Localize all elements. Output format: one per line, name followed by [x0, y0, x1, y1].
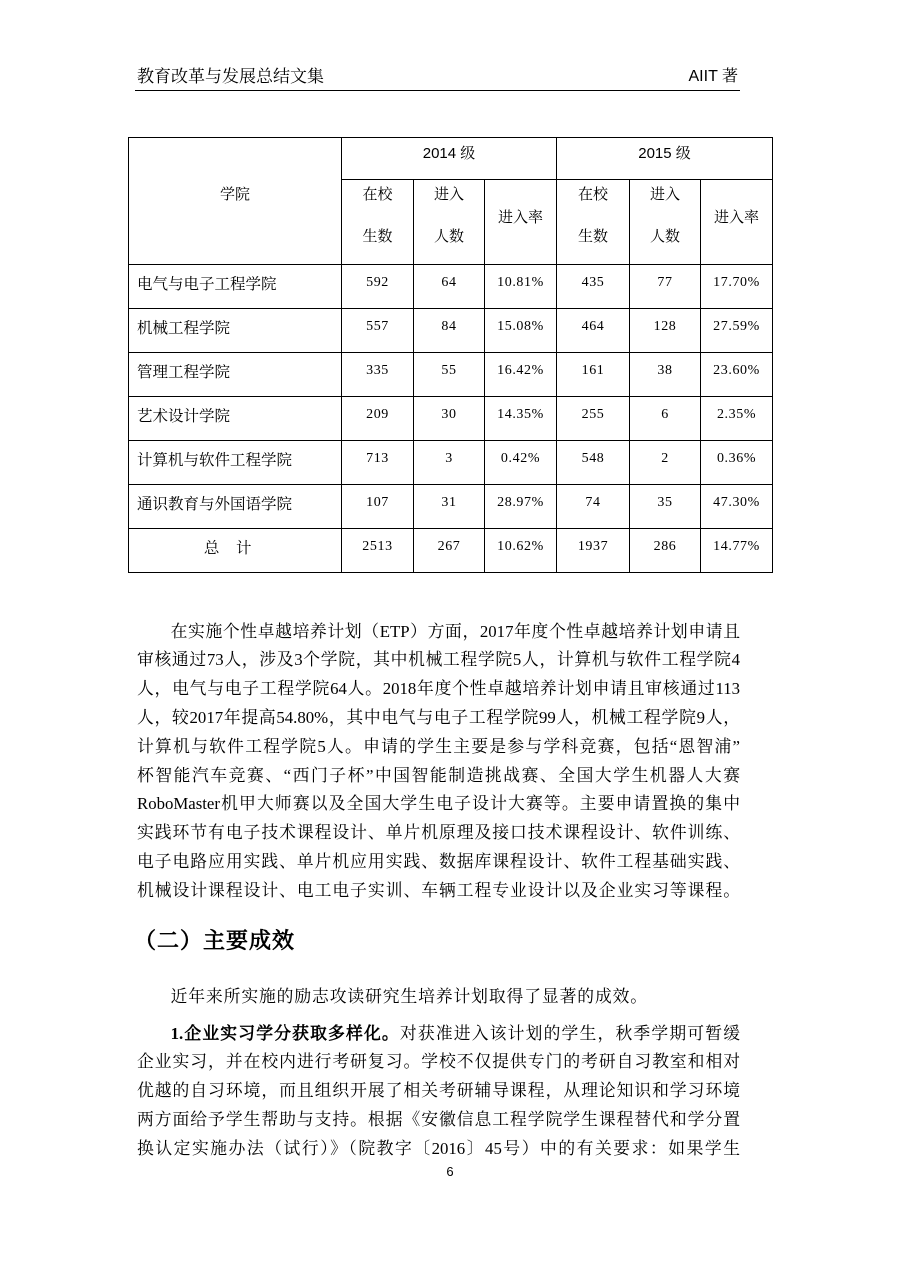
rate-2014: 16.42%: [485, 353, 557, 397]
enrolled-header-line2: 生数: [578, 228, 609, 245]
paragraph-line: [137, 1020, 740, 1049]
enrolled-2014: 209: [342, 397, 414, 441]
paragraph-line: 人，电气与电子工程学院64人。2018年度个性卓越培养计划申请且审核通过113: [137, 679, 740, 699]
table-row: [129, 265, 773, 309]
college-name: 艺术设计学院: [129, 397, 342, 441]
college-name: 管理工程学院: [129, 353, 342, 397]
page-number: 6: [446, 1164, 454, 1179]
rate-2014: 10.81%: [485, 265, 557, 309]
running-header-title: 教育改革与发展总结文集: [137, 67, 324, 86]
table-row: [129, 397, 773, 441]
total-entered-2015: 286: [630, 529, 701, 573]
table-row: [129, 309, 773, 353]
paragraph-line: 机械设计课程设计、电工电子实训、车辆工程专业设计以及企业实习等课程。: [137, 880, 740, 900]
entered-2014: 84: [414, 309, 485, 353]
enrolled-2014: 335: [342, 353, 414, 397]
item-1-paragraph: [137, 1020, 740, 1164]
rate-2015: 23.60%: [701, 353, 773, 397]
table-row: [129, 353, 773, 397]
enrollment-table: [128, 137, 773, 573]
entered-2015: 128: [630, 309, 701, 353]
college-header-label: 学院: [219, 185, 250, 203]
college-column-header: [129, 138, 342, 265]
entered-header-line2: 人数: [650, 228, 681, 245]
paragraph-line: 企业实习，并在校内进行考研复习。学校不仅提供专门的考研自习教室和相对: [137, 1052, 740, 1072]
header-rule: [135, 90, 740, 91]
enrolled-2014: 713: [342, 441, 414, 485]
paragraph-line: 实践环节有电子技术课程设计、单片机原理及接口技术课程设计、软件训练、: [137, 823, 740, 843]
entered-header-label: [414, 180, 484, 259]
enrolled-2014: 557: [342, 309, 414, 353]
enrolled-header-2014: [342, 180, 414, 265]
rate-2014: 28.97%: [485, 485, 557, 529]
enrolled-2015: 435: [557, 265, 630, 309]
entered-header-2015: [630, 180, 701, 265]
enrolled-header-label: [342, 180, 413, 259]
total-entered-2014: 267: [414, 529, 485, 573]
running-header-author: AIIT 著: [688, 68, 738, 85]
rate-2015: 17.70%: [701, 265, 773, 309]
college-name: 机械工程学院: [129, 309, 342, 353]
paragraph-line: 电子电路应用实践、单片机应用实践、数据库课程设计、软件工程基础实践、: [137, 851, 740, 871]
paragraph-line: 审核通过73人，涉及3个学院，其中机械工程学院5人，计算机与软件工程学院4: [137, 650, 740, 670]
entered-2014: 55: [414, 353, 485, 397]
paragraph-line: 人，较2017年提高54.80%，其中电气与电子工程学院99人，机械工程学院9人，: [137, 707, 740, 727]
rate-2014: 15.08%: [485, 309, 557, 353]
paragraph-line: 两方面给予学生帮助与支持。根据《安徽信息工程学院学生课程替代和学分置: [137, 1109, 740, 1129]
rate-2015: 27.59%: [701, 309, 773, 353]
entered-2015: 38: [630, 353, 701, 397]
entered-2014: 64: [414, 265, 485, 309]
entered-header-label: [630, 180, 700, 259]
entered-2014: 31: [414, 485, 485, 529]
year-header-2014: [342, 138, 557, 180]
rate-header-2015: [701, 180, 773, 265]
entered-header-line1: 进入: [650, 186, 681, 203]
table-row: [129, 485, 773, 529]
item-1-lead: 1.企业实习学分获取多样化。: [170, 1023, 400, 1043]
enrolled-header-label: [557, 180, 629, 259]
rate-2015: 0.36%: [701, 441, 773, 485]
entered-2015: 2: [630, 441, 701, 485]
rate-2015: 47.30%: [701, 485, 773, 529]
entered-header-2014: [414, 180, 485, 265]
entered-2015: 6: [630, 397, 701, 441]
paragraph-line: 近年来所实施的励志攻读研究生培养计划取得了显著的成效。: [170, 986, 648, 1006]
entered-header-line2: 人数: [433, 228, 464, 245]
total-rate-2014: 10.62%: [485, 529, 557, 573]
entered-header-line1: 进入: [433, 186, 464, 203]
entered-2015: 77: [630, 265, 701, 309]
total-rate-2015: 14.77%: [701, 529, 773, 573]
table-row: [129, 441, 773, 485]
paragraph-line: 杯智能汽车竞赛、“西门子杯”中国智能制造挑战赛、全国大学生机器人大赛: [137, 765, 740, 785]
enrolled-header-line2: 生数: [362, 228, 393, 245]
paragraph-line: 在实施个性卓越培养计划（ETP）方面，2017年度个性卓越培养计划申请且: [170, 621, 740, 641]
paragraph-line: 优越的自习环境，而且组织开展了相关考研辅导课程，从理论知识和学习环境: [137, 1081, 740, 1101]
paragraph-line: RoboMaster机甲大师赛以及全国大学生电子设计大赛等。主要申请置换的集中: [137, 794, 740, 814]
enrolled-2014: 107: [342, 485, 414, 529]
year-label-2015: 2015 级: [638, 145, 691, 162]
etp-paragraph: [137, 618, 740, 906]
entered-2014: 3: [414, 441, 485, 485]
rate-2015: 2.35%: [701, 397, 773, 441]
intro-paragraph: [137, 983, 740, 1012]
section-heading: （二）主要成效: [134, 928, 296, 953]
total-label: 总 计: [129, 529, 342, 573]
enrolled-header-2015: [557, 180, 630, 265]
total-enrolled-2014: 2513: [342, 529, 414, 573]
year-header-2015: [557, 138, 773, 180]
rate-header-label: 进入率: [714, 208, 760, 226]
table-total-row: [129, 529, 773, 573]
enrolled-2015: 464: [557, 309, 630, 353]
enrolled-2015: 548: [557, 441, 630, 485]
rate-header-2014: [485, 180, 557, 265]
year-label-2014: 2014 级: [422, 145, 476, 162]
college-name: 计算机与软件工程学院: [129, 441, 342, 485]
enrolled-2015: 74: [557, 485, 630, 529]
enrolled-2015: 161: [557, 353, 630, 397]
item-1-first-line-text: 对获准进入该计划的学生，秋季学期可暂缓: [399, 1023, 740, 1043]
rate-header-label: 进入率: [498, 208, 544, 226]
table-header-row: [129, 138, 773, 180]
paragraph-line: 计算机与软件工程学院5人。申请的学生主要是参与学科竞赛，包括“恩智浦”: [137, 736, 740, 756]
entered-2014: 30: [414, 397, 485, 441]
rate-2014: 0.42%: [485, 441, 557, 485]
college-name: 电气与电子工程学院: [129, 265, 342, 309]
paragraph-line: 换认定实施办法（试行）》（院教字〔2016〕45号）中的有关要求：如果学生: [137, 1138, 740, 1158]
enrolled-header-line1: 在校: [578, 186, 609, 203]
enrolled-2015: 255: [557, 397, 630, 441]
enrolled-2014: 592: [342, 265, 414, 309]
college-name: 通识教育与外国语学院: [129, 485, 342, 529]
rate-2014: 14.35%: [485, 397, 557, 441]
entered-2015: 35: [630, 485, 701, 529]
total-enrolled-2015: 1937: [557, 529, 630, 573]
enrolled-header-line1: 在校: [362, 186, 393, 203]
